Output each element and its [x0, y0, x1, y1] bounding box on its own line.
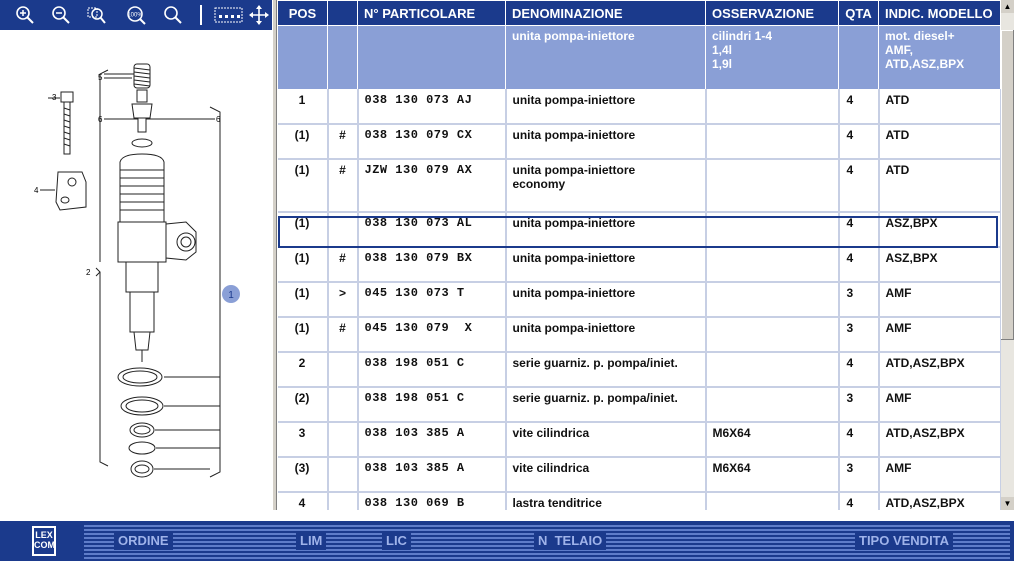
- table-row[interactable]: 4 038 130 069 B lastra tenditrice 4 ATD,ASZ,BPX: [278, 492, 1001, 510]
- table-row[interactable]: (1) # 038 130 079 BX unita pompa-iniettore 4 ASZ,BPX: [278, 247, 1001, 282]
- column-header-model[interactable]: INDIC. MODELLO: [879, 1, 1001, 26]
- group-model: mot. diesel+ AMF, ATD,ASZ,BPX: [879, 26, 1001, 90]
- svg-text:1: 1: [228, 290, 234, 301]
- column-header-mark: [328, 1, 358, 26]
- hotspot-marker[interactable]: [222, 285, 240, 303]
- drawing-label: 6: [216, 115, 221, 124]
- drawing-label: 5: [98, 73, 103, 82]
- table-row[interactable]: (1) # 038 130 079 CX unita pompa-iniettore 4 ATD: [278, 124, 1001, 159]
- table-row[interactable]: 1 038 130 073 AJ unita pompa-iniettore 4 ATD: [278, 90, 1001, 125]
- exploded-parts-drawing: [0, 32, 272, 510]
- drawing-label: 2: [86, 268, 91, 277]
- table-row[interactable]: 3 038 103 385 A vite cilindrica M6X64 4 ATD,ASZ,BPX: [278, 422, 1001, 457]
- column-header-code[interactable]: N° PARTICOLARE: [358, 1, 506, 26]
- svg-text:100%: 100%: [127, 12, 143, 19]
- table-row[interactable]: (2) 038 198 051 C serie guarniz. p. pompa/iniet. 3 AMF: [278, 387, 1001, 422]
- zoom-in-icon[interactable]: [10, 4, 40, 26]
- column-header-obs[interactable]: OSSERVAZIONE: [706, 1, 839, 26]
- drawing-label: 6: [98, 115, 103, 124]
- scroll-down-arrow-icon[interactable]: ▼: [1001, 497, 1014, 510]
- ordine-button[interactable]: ORDINE: [114, 532, 173, 550]
- column-header-pos[interactable]: POS: [278, 1, 328, 26]
- select-icon[interactable]: [192, 4, 210, 26]
- spacer: [0, 510, 1014, 521]
- table-row[interactable]: 2 038 198 051 C serie guarniz. p. pompa/iniet. 4 ATD,ASZ,BPX: [278, 352, 1001, 387]
- parts-table-panel: [277, 0, 1001, 510]
- n-telaio-button[interactable]: N TELAIO: [534, 532, 606, 550]
- table-row[interactable]: (1) # 045 130 079 X unita pompa-iniettore 3 AMF: [278, 317, 1001, 352]
- drawing-label: 3: [52, 93, 57, 102]
- search-icon[interactable]: [158, 4, 188, 26]
- lim-button[interactable]: LIM: [296, 532, 326, 550]
- table-row-selected[interactable]: (1) 038 130 073 AL unita pompa-iniettore 4 ASZ,BPX: [278, 212, 1001, 247]
- scroll-up-arrow-icon[interactable]: ▲: [1001, 0, 1014, 13]
- group-desc: unita pompa-iniettore: [506, 26, 706, 90]
- table-row[interactable]: (1) > 045 130 073 T unita pompa-iniettore 3 AMF: [278, 282, 1001, 317]
- column-header-desc[interactable]: DENOMINAZIONE: [506, 1, 706, 26]
- lexcom-logo: LEX COM: [32, 526, 56, 556]
- group-header-row: [278, 26, 1001, 90]
- table-row[interactable]: (1) # JZW 130 079 AX unita pompa-iniettore economy 4 ATD: [278, 159, 1001, 212]
- scrollbar-thumb[interactable]: [1001, 30, 1014, 340]
- zoom-100-icon[interactable]: [120, 4, 154, 26]
- drawing-panel: [0, 0, 272, 510]
- column-header-qta[interactable]: QTA: [839, 1, 879, 26]
- select-all-icon[interactable]: [212, 4, 246, 26]
- zoom-area-icon[interactable]: [82, 4, 112, 26]
- pan-icon[interactable]: [248, 4, 270, 26]
- drawing-toolbar: [0, 0, 272, 30]
- group-obs: cilindri 1-4 1,4l 1,9l: [706, 26, 839, 90]
- drawing-label: 4: [34, 186, 39, 195]
- parts-table: [277, 0, 1001, 510]
- zoom-out-icon[interactable]: [46, 4, 76, 26]
- table-row[interactable]: (3) 038 103 385 A vite cilindrica M6X64 3 AMF: [278, 457, 1001, 492]
- lic-button[interactable]: LIC: [382, 532, 411, 550]
- tipo-vendita-button[interactable]: TIPO VENDITA: [855, 532, 953, 550]
- vertical-scrollbar[interactable]: [1001, 0, 1014, 510]
